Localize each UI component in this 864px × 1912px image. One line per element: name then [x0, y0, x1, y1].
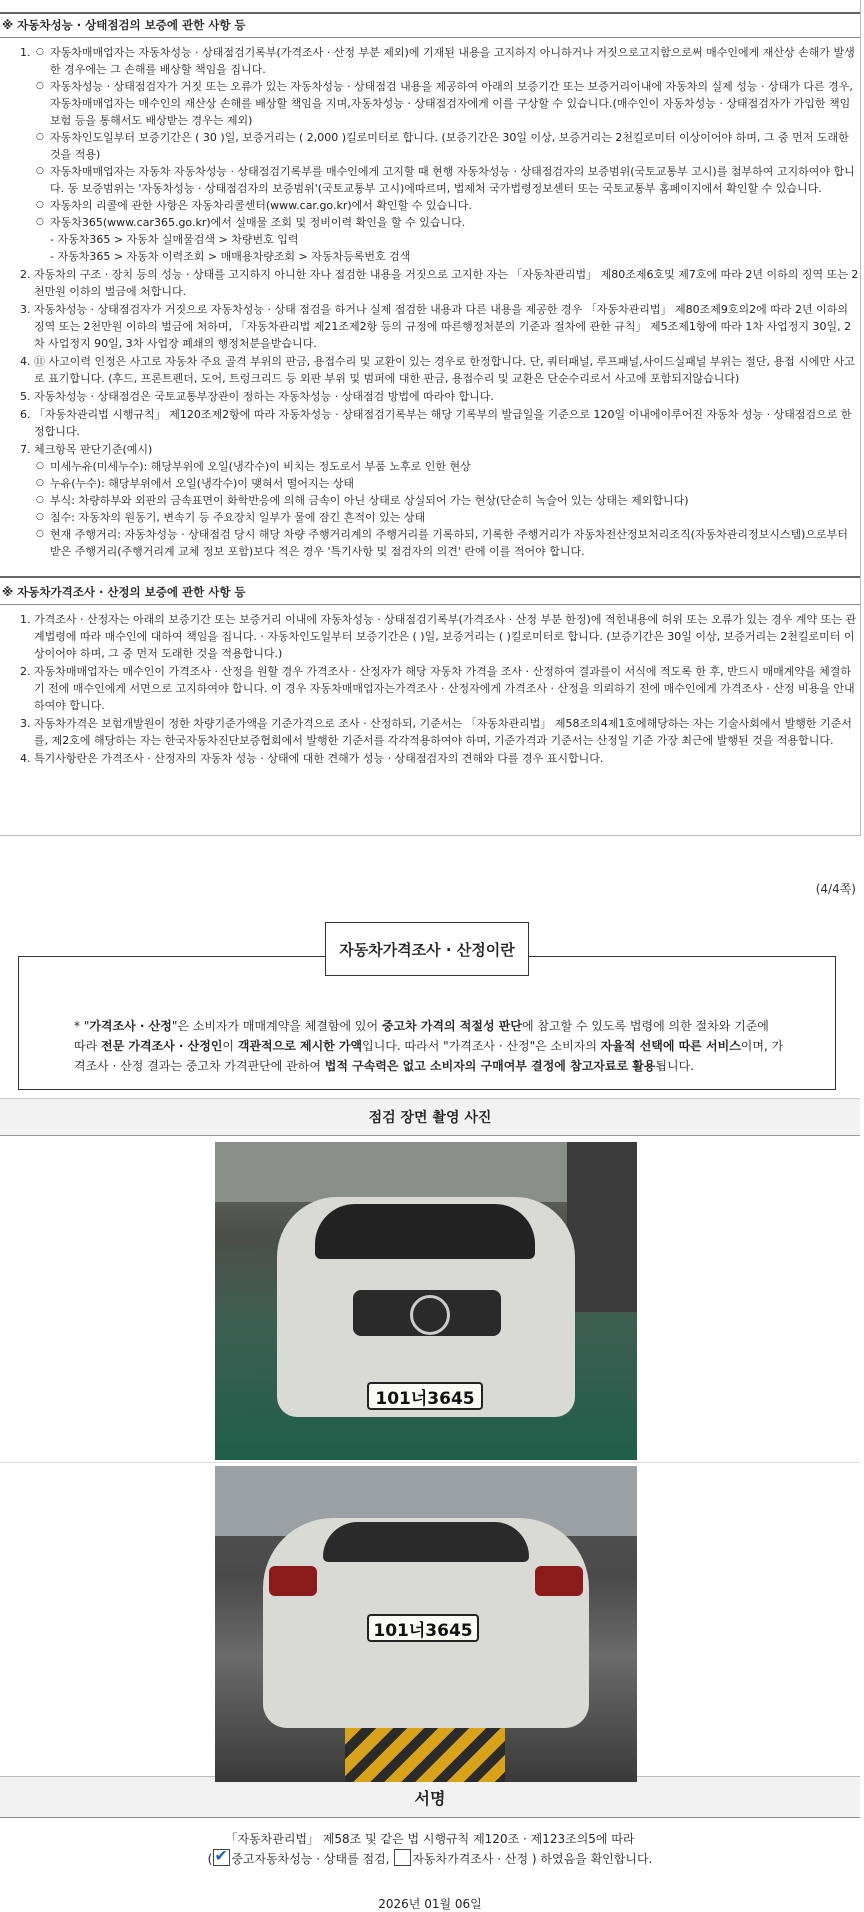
list-item: ○ 부식: 차량하부와 외판의 금속표면이 화학반응에 의해 금속이 아닌 상태로 상실되어 가는 현상(단순히 녹슬어 있는 상태는 제외합니다)	[36, 492, 860, 509]
item7-bullets	[34, 458, 860, 560]
confirmation-line	[0, 1849, 860, 1869]
valuation-checkbox[interactable]	[394, 1849, 411, 1866]
section2-header: ※ 자동차가격조사 · 산정의 보증에 관한 사항 등	[0, 576, 860, 605]
inspection-photos	[0, 1136, 860, 1777]
intro-bold: 객관적으로 제시한 가액	[237, 1039, 363, 1053]
page-number: (4/4쪽)	[815, 882, 856, 896]
intro-text: 입니다. 따라서 "가격조사 · 산정"은 소비자의	[362, 1039, 601, 1053]
section-warranty-inspection	[0, 0, 861, 836]
star-emblem-icon	[410, 1295, 450, 1335]
paren-open: (	[207, 1852, 213, 1866]
rear-window	[323, 1522, 529, 1562]
list-item: ○ 자동차의 리콜에 관한 사항은 자동차리콜센터(www.car.go.kr)에서 확인할 수 있습니다.	[36, 197, 860, 214]
intro-bold: 가격조사 · 산정	[89, 1019, 172, 1033]
list-item: 3. 자동차가격은 보험개발원이 정한 차량기준가액을 기준가격으로 조사 · 산정하되, 기준서는 「자동차관리법」 제58조의4제1호에해당하는 자는 기술사회에서 발행한 기준서를, 제2호에 해당하는 자는 한국자동차진단보증협회에서 발행한 기준서를 각각적용하여야 하며, 기준가격과 기준서는 산정일 기준 가장 최근에 발행된 것을 적용합니다.	[34, 715, 860, 749]
intro-bold: 전문 가격조사 · 산정인	[101, 1039, 223, 1053]
list-item: 6. 「자동차관리법 시행규칙」 제120조제2항에 따라 자동차성능 · 상태점검기록부는 해당 기록부의 발급일을 기준으로 120일 이내에이루어진 자동차 성능 · 상태점검으로 한정합니다.	[34, 406, 860, 440]
list-item: ○ 현재 주행거리: 자동차성능 · 상태점검 당시 해당 차량 주행거리계의 주행거리를 기록하되, 기록한 주행거리가 자동차전산정보처리조직(자동차관리정보시스템)으로부터 받은 주행거리(주행거리계 교체 정보 포함)보다 적은 경우 '특기사항 및 점검자의 의견' 란에 이를 적어야 합니다.	[36, 526, 860, 560]
item1-bullets	[34, 44, 860, 265]
tail-light-right	[535, 1566, 583, 1596]
valuation-info-block	[0, 898, 860, 1098]
list-item: ○ 자동차매매업자는 자동차 자동차성능 · 상태점검기록부를 매수인에게 고지할 때 현행 자동차성능 · 상태점검자의 보증범위(국토교통부 고시)를 첨부하여 고지하여야 합니다. 동 보증범위는 '자동차성능 · 상태점검자의 보증범위'(국토교통부 고시)에따르며, 법제처 국가법령정보센터 또는 국토교통부 홈페이지에서 확인할 수 있습니다.	[36, 163, 860, 197]
list-item: ○ 자동차인도일부터 보증기간은 ( 30 )일, 보증거리는 ( 2,000 )킬로미터로 합니다. (보증기간은 30일 이상, 보증거리는 2천킬로미터 이상이어야 하며, 그 중 먼저 도래한 것을 적용)	[36, 129, 860, 163]
valuation-intro	[74, 1016, 784, 1076]
windshield	[315, 1204, 535, 1259]
list-item: ○ 1. 자동차매매업자는 자동차성능 · 상태점검기록부(가격조사 · 산정 부분 제외)에 기재된 내용을 고지하지 아니하거나 거짓으로고지함으로써 매수인에게 재산상 손해가 발생한 경우에는 그 손해를 배상할 책임을 집니다.	[36, 44, 860, 78]
intro-text: "은 소비자가 매매계약을 체결함에 있어	[171, 1019, 382, 1033]
tail-light-left	[269, 1566, 317, 1596]
intro-bold: 중고차 가격의 적절성 판단	[381, 1019, 522, 1033]
intro-text: 에 참고할 수 있도록 법령에 의한 절차와 기준에 따라	[74, 1019, 769, 1053]
car365-text: 자동차365(www.car365.go.kr)에서 실매물 조회 및 정비이력 확인을 할 수 있습니다.	[50, 216, 466, 229]
front-car-photo	[215, 1142, 637, 1460]
section1-list	[0, 44, 860, 560]
signature-title: 서명	[0, 1777, 860, 1818]
list-item	[34, 441, 860, 560]
car365-sub-2: - 자동차365 > 자동차 이력조회 > 매매용차량조회 > 자동차등록번호 검색	[50, 250, 411, 263]
rear-car-photo	[215, 1466, 637, 1782]
list-item: 4. ⑪ 사고이력 인정은 사고로 자동차 주요 골격 부위의 판금, 용접수리 및 교환이 있는 경우로 한정합니다. 단, 쿼터패널, 루프패널,사이드실패널 부위는 절단, 용접 시에만 사고로 표기합니다. (후드, 프론트펜더, 도어, 트렁크리드 등 외판 부위 및 범퍼에 대한 판금, 용접수리 및 교환은 단순수리로서 사고에 포함되지않습니다)	[34, 353, 860, 387]
section2-list	[0, 611, 860, 767]
intro-text: * "	[74, 1019, 90, 1033]
door-pillar	[567, 1142, 637, 1312]
section1-header: ※ 자동차성능 · 상태점검의 보증에 관한 사항 등	[0, 12, 860, 38]
intro-text: 이며, 가격조사 · 산정 결과는 중고차 가격판단에 관하여	[74, 1039, 784, 1073]
list-item: 2. 자동차매매업자는 매수인이 가격조사 · 산정을 원할 경우 가격조사 · 산정자가 해당 자동차 가격을 조사 · 산정하여 결과를이 서식에 적도록 한 후, 반드시 매매계약을 체결하기 전에 매수인에게 서면으로 고지하여야 합니다. 이 경우 자동차매매업자는가격조사 · 산정자에게 가격조사 · 산정을 의뢰하기 전에 매수인에게 가격조사 · 산정 비용을 안내하여야 합니다.	[34, 663, 860, 714]
intro-text: 됩니다.	[655, 1059, 694, 1073]
inspection-checkbox[interactable]	[213, 1849, 230, 1866]
list-item: ○ 자동차성능 · 상태점검자가 거짓 또는 오류가 있는 자동차성능 · 상태점검 내용을 제공하여 아래의 보증기간 또는 보증거리이내에 자동차의 실제 성능 · 상태가 다른 경우, 자동차매매업자는 매수인의 재산상 손해를 배상할 책임을 지며,자동차성능 · 상태점검자에게 이를 구상할 수 있습니다.(매수인이 자동차성능 · 상태점검자가 가입한 책임보험 등을 통해서도 배상받는 경우는 제외)	[36, 78, 860, 129]
signature-statement	[0, 1830, 860, 1869]
photos-title: 점검 장면 촬영 사진	[0, 1098, 860, 1136]
rear-license-plate: 101너3645	[367, 1614, 479, 1642]
lift-rail	[345, 1728, 505, 1782]
list-item	[36, 214, 860, 265]
valuation-check-label: 자동차가격조사 · 산정 ) 하였음을 확인합니다.	[412, 1852, 653, 1866]
check-criteria-title: 체크항목 판단기준(예시)	[34, 443, 153, 456]
intro-bold: 법적 구속력은 없고 소비자의 구매여부 결정에 참고자료로 활용	[324, 1059, 656, 1073]
list-item: 2. 자동차의 구조 · 장치 등의 성능 · 상태를 고지하지 아니한 자나 점검한 내용을 거짓으로 고지한 자는 「자동차관리법」 제80조제6호및 제7호에 따라 2년 이하의 징역 또는 2천만원 이하의 벌금에 처합니다.	[34, 266, 860, 300]
inspection-check-label: 중고자동차성능 · 상태를 점검,	[231, 1852, 390, 1866]
photo-separator	[0, 1462, 860, 1463]
intro-bold: 자율적 선택에 따른 서비스	[600, 1039, 741, 1053]
intro-text: 이	[222, 1039, 238, 1053]
list-item: ○ 침수: 자동차의 원동기, 변속기 등 주요장치 일부가 물에 잠긴 흔적이 있는 상태	[36, 509, 860, 526]
page-four	[0, 898, 860, 1911]
list-item: ○ 미세누유(미세누수): 해당부위에 오일(냉각수)이 비치는 정도로서 부품 노후로 인한 현상	[36, 458, 860, 475]
law-reference: 「자동차관리법」 제58조 및 같은 법 시행규칙 제120조 · 제123조의5에 따라	[225, 1832, 635, 1846]
list-item: 1. 가격조사 · 산정자는 아래의 보증기간 또는 보증거리 이내에 자동차성능 · 상태점검기록부(가격조사 · 산정 부분 한정)에 적힌내용에 허위 또는 오류가 있는 경우 계약 또는 관계법령에 따라 매수인에 대하여 책임을 집니다. · 자동차인도일부터 보증기간은 ( )일, 보증거리는 ( )킬로미터로 합니다. (보증기간은 30일 이상, 보증거리는 2천킬로미터 이상이어야 하며, 그 중 먼저 도래한 것을 적용합니다.)	[34, 611, 860, 662]
front-license-plate: 101너3645	[367, 1382, 483, 1410]
list-item: 4. 특기사항란은 가격조사 · 산정자의 자동차 성능 · 상태에 대한 견해가 성능 · 상태점검자의 견해와 다를 경우 표시합니다.	[34, 750, 860, 767]
car365-sub-1: - 자동차365 > 자동차 실매물검색 > 차량번호 입력	[50, 233, 299, 246]
list-item: 5. 자동차성능 · 상태점검은 국토교통부장관이 정하는 자동차성능 · 상태점검 방법에 따라야 합니다.	[34, 388, 860, 405]
list-item	[34, 44, 860, 265]
valuation-title: 자동차가격조사 · 산정이란	[325, 922, 529, 976]
list-item: 3. 자동차성능 · 상태점검자가 거짓으로 자동차성능 · 상태 점검을 하거나 실제 점검한 내용과 다른 내용을 제공한 경우 「자동차관리법」 제80조제9호의2에 따라 2년 이하의 징역 또는 2천만원 이하의 벌금에 처하며, 「자동차관리법 제21조제2항 등의 규정에 따른행정처분의 기준과 절차에 관한 규칙」 제5조제1항에 따라 1차 사업정지 30일, 2차 사업정지 90일, 3차 사업장 폐쇄의 행정처분을받습니다.	[34, 301, 860, 352]
list-item: ○ 누유(누수): 해당부위에서 오일(냉각수)이 맺혀서 떨어지는 상태	[36, 475, 860, 492]
signature-date: 2026년 01월 06일	[378, 1897, 482, 1911]
